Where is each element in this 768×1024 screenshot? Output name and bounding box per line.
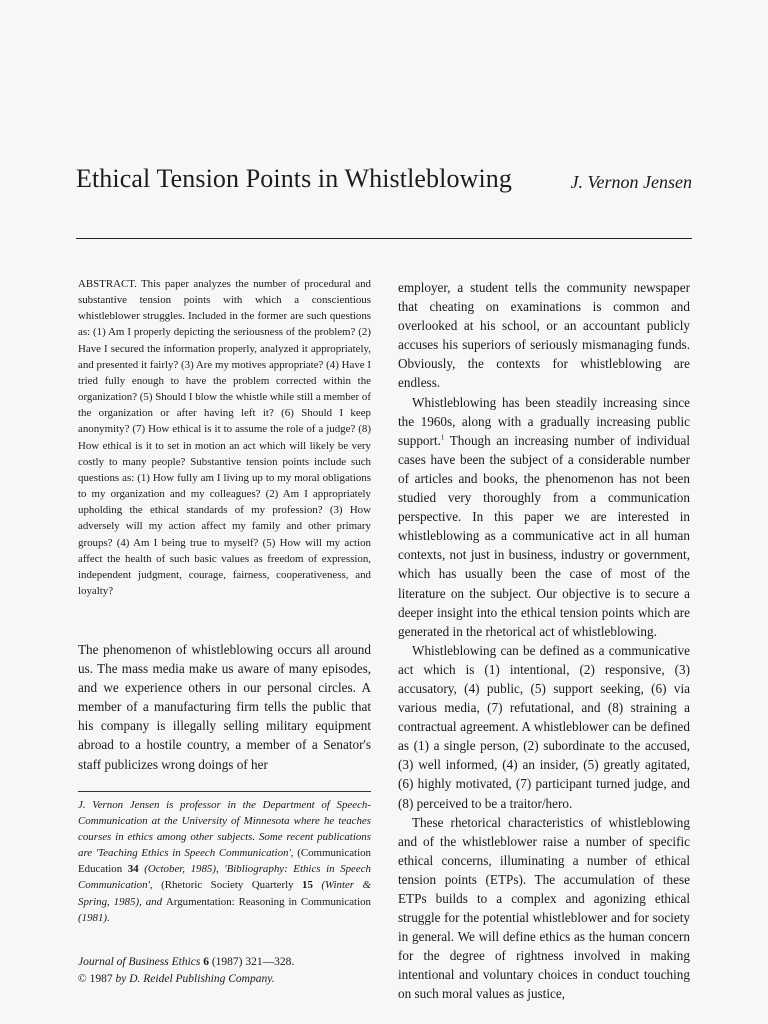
footnote-part: (Winter & Spring, 1985), and [78,879,371,908]
right-body [398,278,690,1004]
copyright-year: 1987 [86,972,116,985]
journal-issue: (1987) 321—328. [208,956,295,968]
footnote-part: (October, 1985), 'Bibliography: Ethics in Speech Communication', [78,863,371,892]
footnote-part: 34 [127,863,139,876]
footnote-part: Argumentation: Reasoning in Communication [165,895,371,908]
footnote-rule [78,791,371,792]
paragraph: employer, a student tells the community newspaper that cheating on examinations is common and overlooked at his school, or an accountant publicly accuses his superiors of seriously mismanaging funds. Obviously, the contexts for whistleblowing are endless. [398,280,690,391]
paragraph-part: Though an increasing number of individual cases have been the subject of a considerable number of articles and books, the phenomenon has not been studied very thoroughly from a communication perspective. In this paper we are interested in whistleblowing as a communicative act in all human contexts, not just in business, industry or government, which has usually been the case of most of the literature on the subject. Our objective is to secure a deeper insight into the ethical tension points which are generated in the rhetorical act of whistleblowing. [398,432,690,639]
journal-citation [78,954,294,971]
paper-title: Ethical Tension Points in Whistleblowing [76,164,512,193]
journal-info [78,954,294,987]
footnote-text [78,797,371,926]
footnote-part: (1981). [78,911,110,924]
title-rule [76,238,692,239]
journal-volume: 6 [203,956,209,968]
copyright-symbol: © [78,972,87,985]
author-footnote [78,797,371,926]
paragraph-part: Whistleblowing has been steadily increasing since the 1960s, along with a gradually increasing public support. [398,394,690,448]
abstract [78,276,371,599]
paragraph: These rhetorical characteristics of whistleblowing and of the whistleblower raise a number of specific ethical concerns, illuminating a number of ethical tension points (ETPs). The accumulation of these ETPs builds to a complex and agonizing ethical struggle for the potential whistleblower and for society in general. We will define ethics as the human concern for the degree of rightness involved in making intentional and voluntary choices in conduct touching on such moral values as justice, [398,814,690,1002]
copyright-line [78,971,294,988]
paragraph [398,393,690,641]
publisher: by D. Reidel Publishing Company. [115,972,275,985]
paper-author: J. Vernon Jensen [570,172,692,192]
journal-name: Journal of Business Ethics [78,956,201,968]
footnote-part: J. Vernon Jensen is professor in the Department of Speech-Communication at the University of Minnesota where he teaches courses in ethics among other subjects. Some recent publications are 'Teaching Ethics in Speech Communication', [78,799,371,860]
footnote-part: 15 [302,879,313,892]
left-body [78,640,371,774]
intro-paragraph: The phenomenon of whistleblowing occurs all around us. The mass media make us aware of many episodes, and we experience others in our personal circles. A member of a manufacturing firm tells the public that his company is illegally selling military equipment abroad to a hostile country, a member of a Senator's staff publicizes wrong doings of her [78,642,371,772]
paragraph: Whistleblowing can be defined as a communicative act which is (1) intentional, (2) responsive, (3) accusatory, (4) public, (5) support seeking, (6) via various media, (7) refutational, and (8) straining a contractual agreement. A whistleblower can be defined as (1) a single person, (2) subordinate to the accused, (3) well informed, (4) an insider, (5) greatly agitated, (6) highly motivated, (7) participant turned judge, and (8) perceived to be a traitor/hero. [398,642,690,811]
footnote-part: (Communication Education [78,847,371,876]
footnote-part: (Rhetoric Society Quarterly [161,879,303,892]
abstract-text: ABSTRACT. This paper analyzes the number of procedural and substantive tension points with which a conscientious whistleblower struggles. Included in the former are such questions as: (1) Am I properly depicting the seriousness of the problem? (2) Have I secured the information properly, analyzed it appropriately, and presented it fairly? (3) Are my motives appropriate? (4) Have I tried fully enough to have the problem corrected within the organization? (5) Should I blow the whistle while still a member of the organization or after having left it? (6) Should I keep anonymity? (7) How ethical is it to assume the role of a judge? (8) How ethical is it to set in motion an act which will likely be very costly to many people? Substantive tension points include such questions as: (1) How fully am I living up to my moral obligations to my organization and my colleagues? (2) Am I appropriately upholding the ethical standards of my profession? (3) How adversely will my action affect my family and other primary groups? (4) Am I being true to myself? (5) How will my action affect the health of such basic values as freedom of expression, independent judgment, courage, fairness, cooperativeness, and loyalty? [78,278,371,597]
footnote-marker: 1 [440,433,445,442]
